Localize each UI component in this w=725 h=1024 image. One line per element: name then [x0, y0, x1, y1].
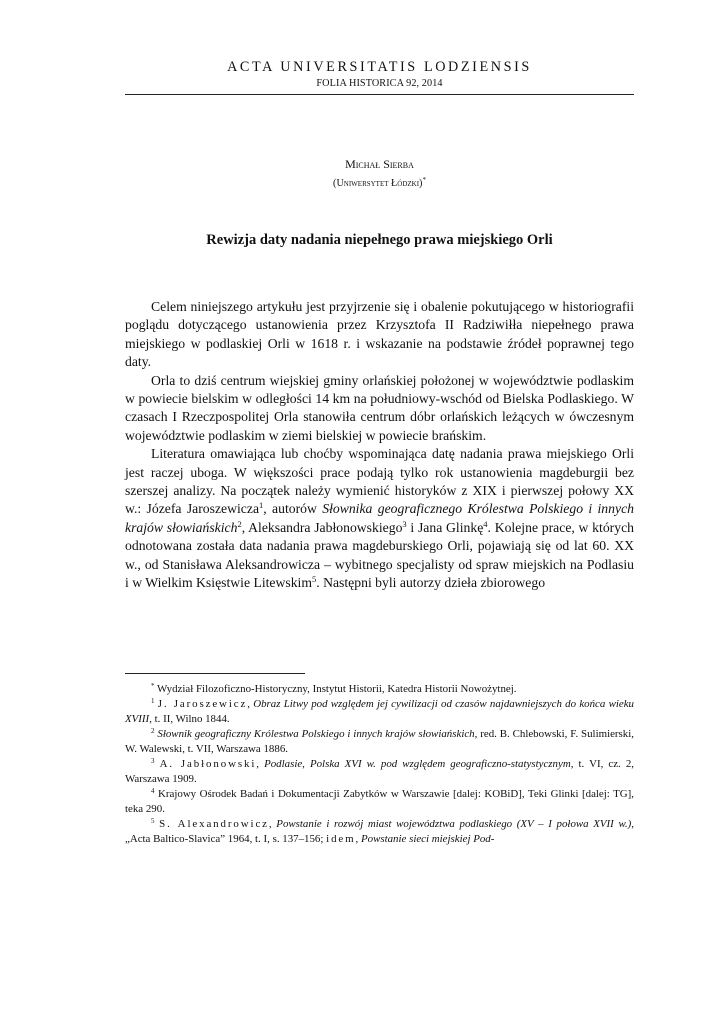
footnote-ref-1: 1 [259, 500, 264, 511]
author-affiliation [125, 177, 634, 190]
journal-name: ACTA UNIVERSITATIS LODZIENSIS [227, 59, 532, 75]
paragraph-2: Orla to dziś centrum wiejskiej gminy orlańskiej położonej w województwie podlaskim w powiecie bielskim w odległości 14 km na południowy-wschód od Bielska Podlaskiego. W czasach I Rzeczpospolitej Orla stanowiła centrum dóbr orlańskich leżących w ówczesnym województwie podlaskim w ziemi bielskiej w powiecie brańskim. [125, 372, 634, 443]
footnote-text: , [256, 758, 265, 770]
article-body [125, 298, 634, 593]
footnote-ref-4: 4 [483, 518, 488, 529]
affiliation-text: (Uniwersytet Łódzki) [333, 178, 423, 189]
footnote-title: Powstanie i rozwój miast województwa podlaskiego (XV – I połowa XVII w.) [276, 818, 632, 830]
footnote-text: , t. VI, cz. 2, Warszawa 1909. [125, 758, 634, 785]
p3-italic-title: Słownika geograficznego Królestwa Polskiego i innych krajów słowiańskich [125, 501, 634, 535]
p3-text: , Aleksandra Jabłonowskiego [241, 519, 403, 535]
affiliation-footnote-mark: * [422, 176, 426, 184]
author-name: Michał Sierba [345, 157, 414, 171]
footnote-2 [125, 727, 634, 757]
footnote-ref-5: 5 [312, 574, 317, 585]
footnote-author: J. Jaroszewicz [157, 698, 248, 710]
footnote-text: , red. B. Chlebowski, F. Sulimierski, W. Walewski, t. VII, Warszawa 1886. [125, 728, 634, 755]
footnote-author: A. Jabłonowski [159, 758, 257, 770]
p3-text: Literatura omawiająca lub choćby wspominająca datę nadania prawa miejskiego Orli jest raczej uboga. W większości prace podają tylko rok ustanowienia magdeburgii bez szerszej analizy. Na początek należy wymienić historyków z XIX i pierwszej połowy XX w.: Józefa Jaroszewicza [125, 446, 634, 517]
footnote-mark: 2 [151, 727, 155, 735]
footnote-ref-2: 2 [237, 518, 242, 529]
footnote-mark: 1 [151, 697, 155, 705]
footnote-mark: * [151, 682, 155, 690]
footnote-title: Podlasie, Polska XVI w. pod względem geograficzno-statystycznym [264, 758, 571, 770]
footnotes [125, 682, 634, 847]
p3-text: i Jana Glinkę [406, 519, 484, 535]
paragraph-3 [125, 445, 634, 592]
paragraph-1: Celem niniejszego artykułu jest przyjrzenie się i obalenie pokutującego w historiografii poglądu dotyczącego ustanowienia przez Krzysztofa II Radziwiłła niepełnego prawa miejskiego w podlaskiej Orli w 1618 r. i wskazanie na podstawie źródeł poprawnej tego daty. [125, 299, 634, 370]
footnote-title: Powstanie sieci miejskiej Pod- [360, 833, 495, 845]
footnote-5 [125, 817, 634, 847]
running-header [125, 58, 634, 90]
header-divider [125, 94, 634, 95]
footnote-text: , „Acta Baltico-Slavica” 1964, t. I, s. 137–156; [125, 818, 634, 845]
footnote-text: , [268, 818, 277, 830]
p3-text: , autorów [263, 501, 323, 517]
p3-text: . Kolejne prace, w których odnotowana została data nadania prawa magdeburskiego Orli, pojawiają się od lat 60. XX w., od Stanisława Aleksandrowicza – wybitnego specjalisty od spraw miejskich na Podlasiu i w Wielkim Księstwie Litewskim [125, 519, 634, 591]
footnote-title: Słownik geograficzny Królestwa Polskiego i innych krajów słowiańskich [157, 728, 475, 740]
footnote-text: , [355, 833, 361, 845]
footnote-text: , [247, 698, 254, 710]
footnote-mark: 3 [151, 757, 155, 765]
p3-text: . Następni byli autorzy dzieła zbiorowego [316, 575, 546, 591]
footnote-affiliation [125, 682, 634, 697]
footnote-divider [125, 673, 305, 674]
footnote-mark: 4 [151, 787, 155, 795]
footnote-author: S. Alexandrowicz [159, 818, 269, 830]
footnote-3 [125, 757, 634, 787]
footnote-mark: 5 [151, 817, 155, 825]
footnote-4 [125, 787, 634, 817]
journal-issue: FOLIA HISTORICA 92, 2014 [316, 78, 443, 89]
footnote-text: Krajowy Ośrodek Badań i Dokumentacji Zabytków w Warszawie [dalej: KOBiD], Teki Glinki [dalej: TG], teka 290. [125, 788, 634, 815]
footnote-ref-3: 3 [402, 518, 407, 529]
footnote-text: Wydział Filozoficzno-Historyczny, Instytut Historii, Katedra Historii Nowożytnej. [154, 683, 517, 695]
footnote-text: , t. II, Wilno 1844. [149, 713, 230, 725]
footnote-1 [125, 697, 634, 727]
footnote-idem: idem [326, 833, 356, 845]
article-title: Rewizja daty nadania niepełnego prawa miejskiego Orli [206, 232, 553, 248]
footnote-title: Obraz Litwy pod względem jej cywilizacji od czasów najdawniejszych do końca wieku XVIII [125, 698, 634, 725]
